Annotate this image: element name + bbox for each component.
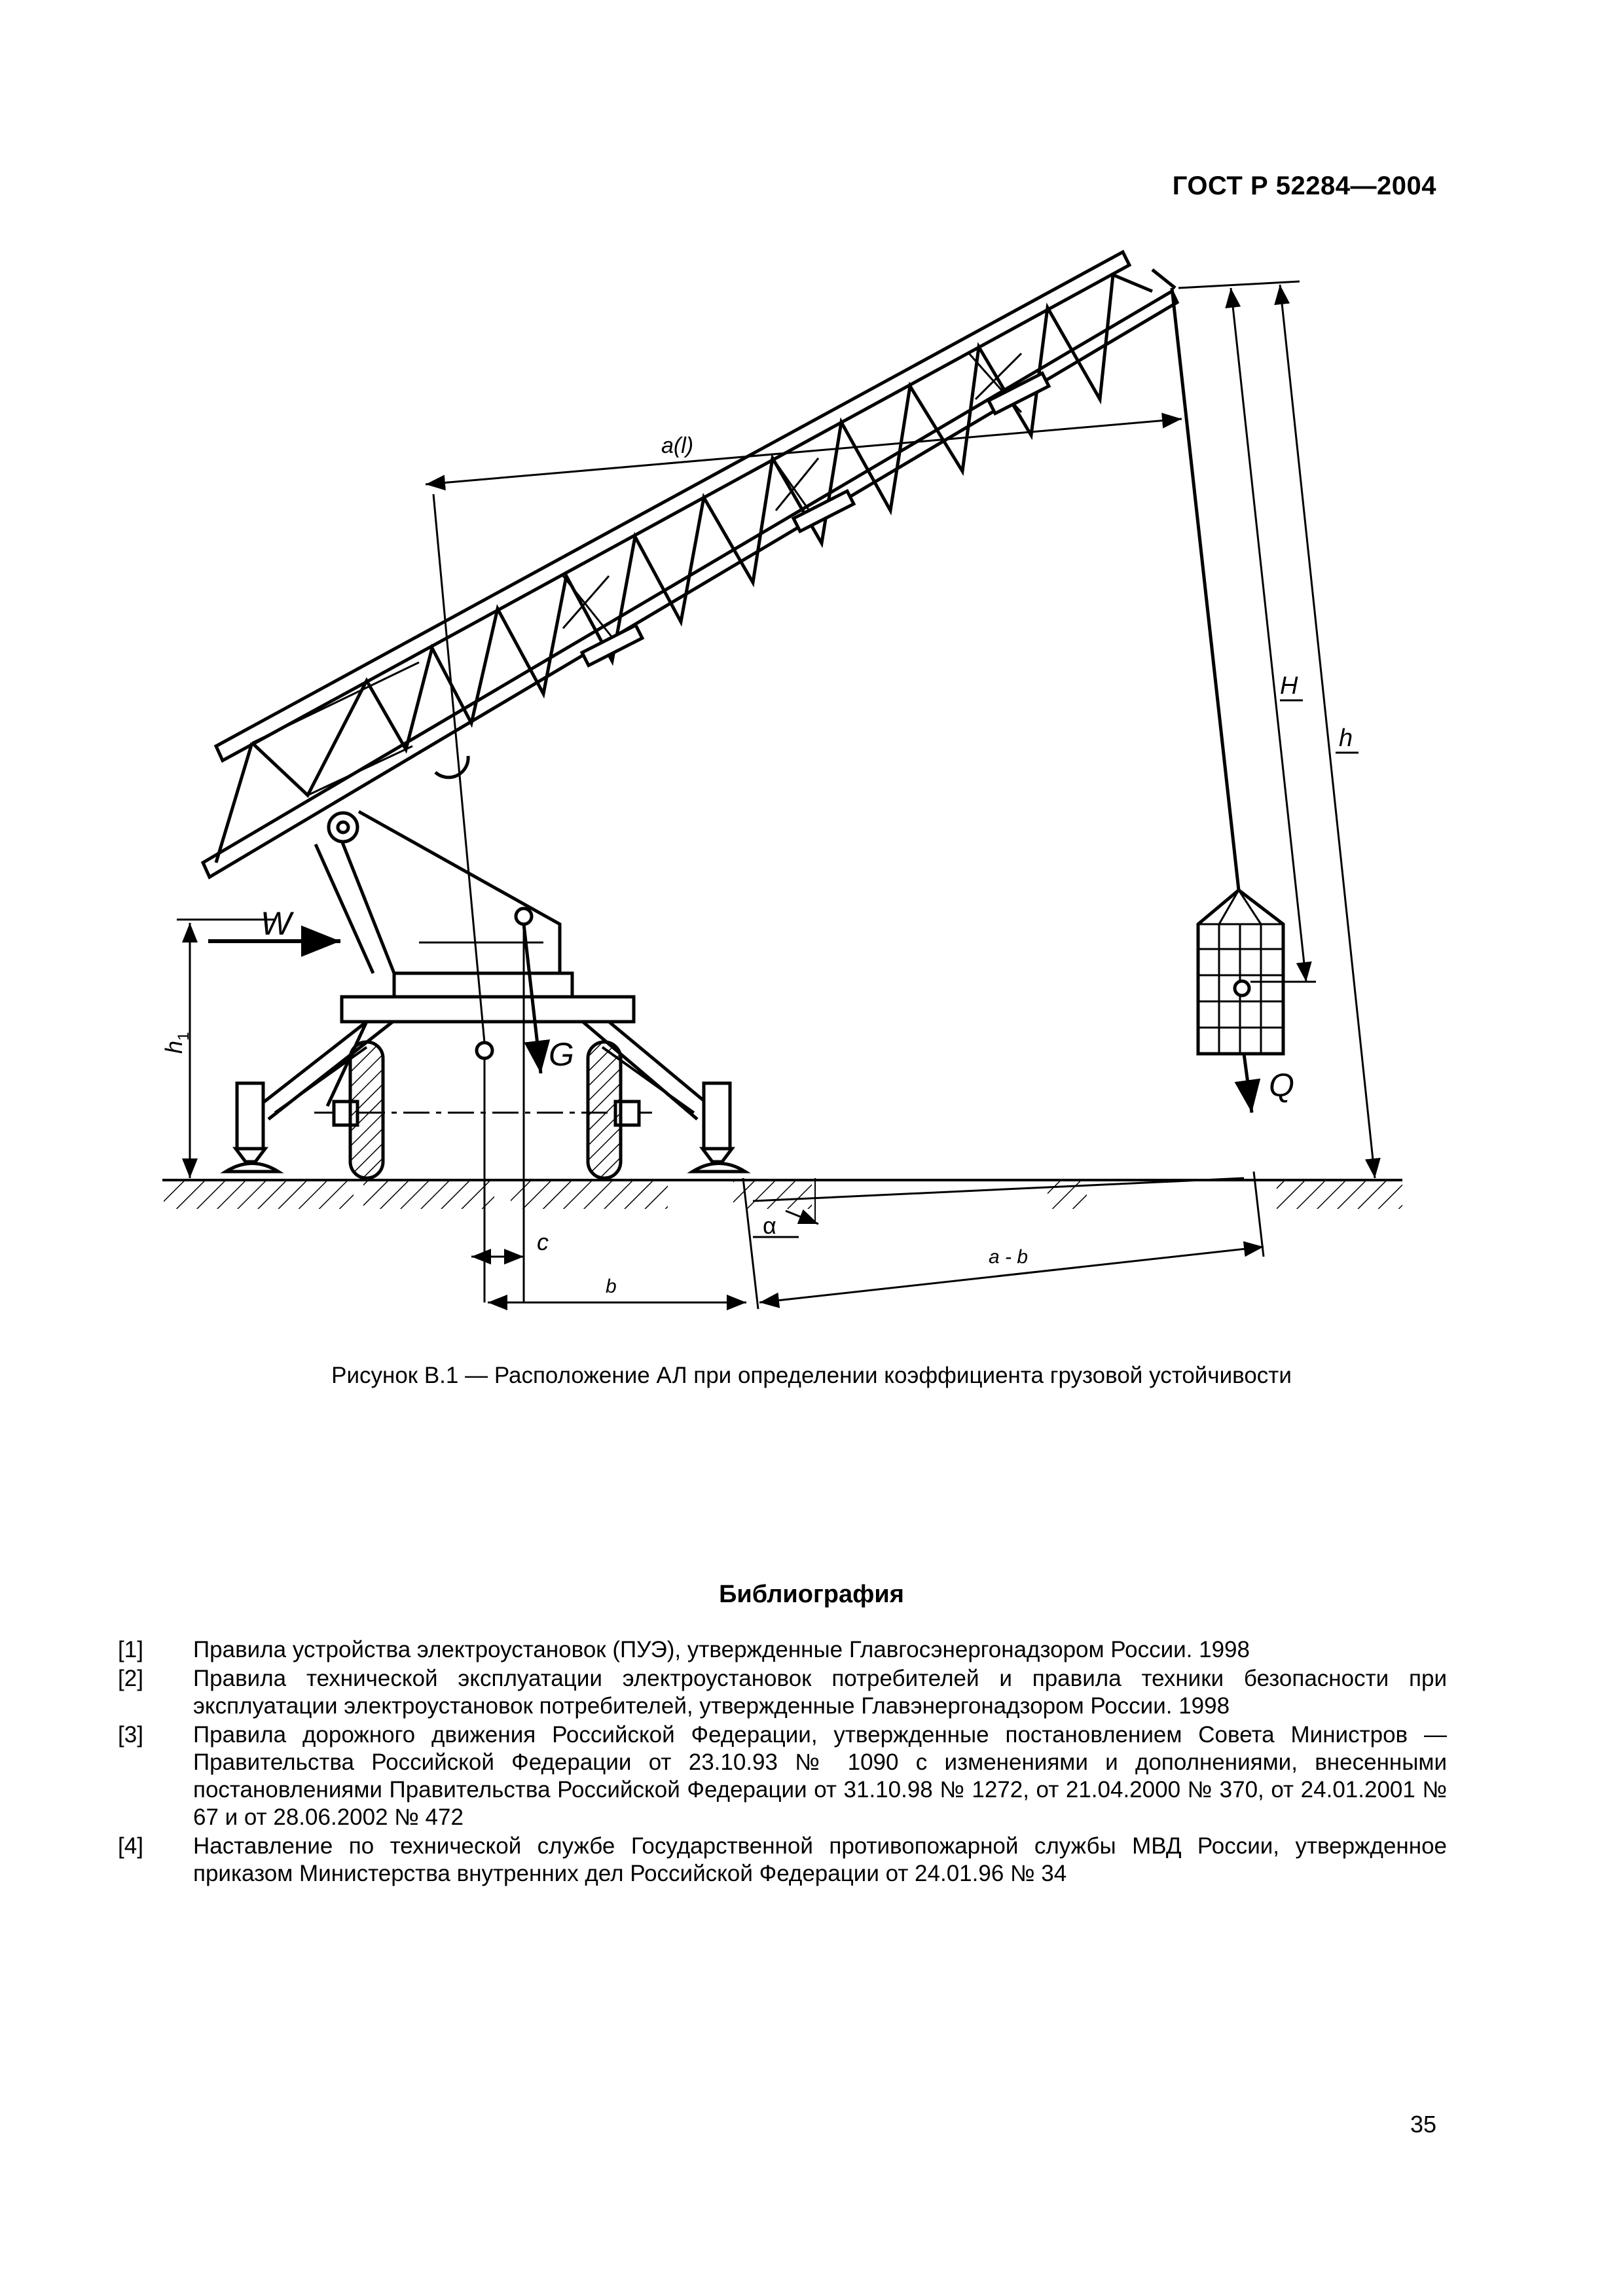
bibliography-list [118,1636,1447,1889]
label-dim-c: c [537,1229,549,1255]
label-dim-a-minus-b: a - b [989,1246,1029,1268]
bibliography-item [118,1665,1447,1720]
label-height-h1-sub: 1 [175,1031,192,1041]
label-wind: W [261,905,292,942]
label-height-h1: h [160,1040,187,1054]
label-dim-b: b [606,1276,617,1297]
bibliography-item [118,1636,1447,1664]
label-weight: G [549,1036,574,1073]
bibliography-item-number: [1] [118,1637,143,1662]
bibliography-item [118,1833,1447,1888]
label-height-h: h [1339,725,1353,752]
label-angle: α [763,1212,776,1239]
page-number: 35 [1410,2111,1436,2138]
bibliography-item-text: Правила технической эксплуатации электроустановок потребителей и правила техники безопасности при эксплуатации электроустановок потребителей, утвержденные Главэнергонадзором России. 1998 [193,1666,1447,1719]
bibliography-item-text: Правила дорожного движения Российской Федерации, утвержденные постановлением Совета Министров — Правительства Российской Федерации от 23.10.93 № 1090 с изменениями и дополнениями, внесенными постановлениями Правительства Российской Федерации от 31.10.98 № 1272, от 21.04.2000 № 370, от 24.01.2001 № 67 и от 28.06.2002 № 472 [193,1722,1447,1830]
label-boom-length: a(l) [661,433,694,458]
ground [162,1178,1402,1209]
bibliography-item-text: Правила устройства электроустановок (ПУЭ), утвержденные Главгосэнергонадзором России. 1998 [193,1637,1250,1662]
bibliography-item-number: [3] [118,1722,143,1748]
ladder-boom [203,252,1177,877]
label-height-H: H [1280,672,1298,700]
rope-and-cradle [1172,288,1283,1054]
label-load: Q [1269,1067,1294,1103]
bibliography-title: Библиография [719,1581,904,1608]
bibliography-item-number: [4] [118,1833,143,1859]
bibliography-item [118,1721,1447,1831]
bibliography-item-number: [2] [118,1666,143,1691]
bibliography-item-text: Наставление по технической службе Государственной противопожарной службы МВД России, утвержденное приказом Министерства внутренних дел Российской Федерации от 24.01.96 № 34 [193,1833,1447,1886]
document-header: ГОСТ Р 52284—2004 [1172,171,1436,200]
figure-caption: Рисунок В.1 — Расположение АЛ при определении коэффициента грузовой устойчивости [331,1363,1292,1388]
